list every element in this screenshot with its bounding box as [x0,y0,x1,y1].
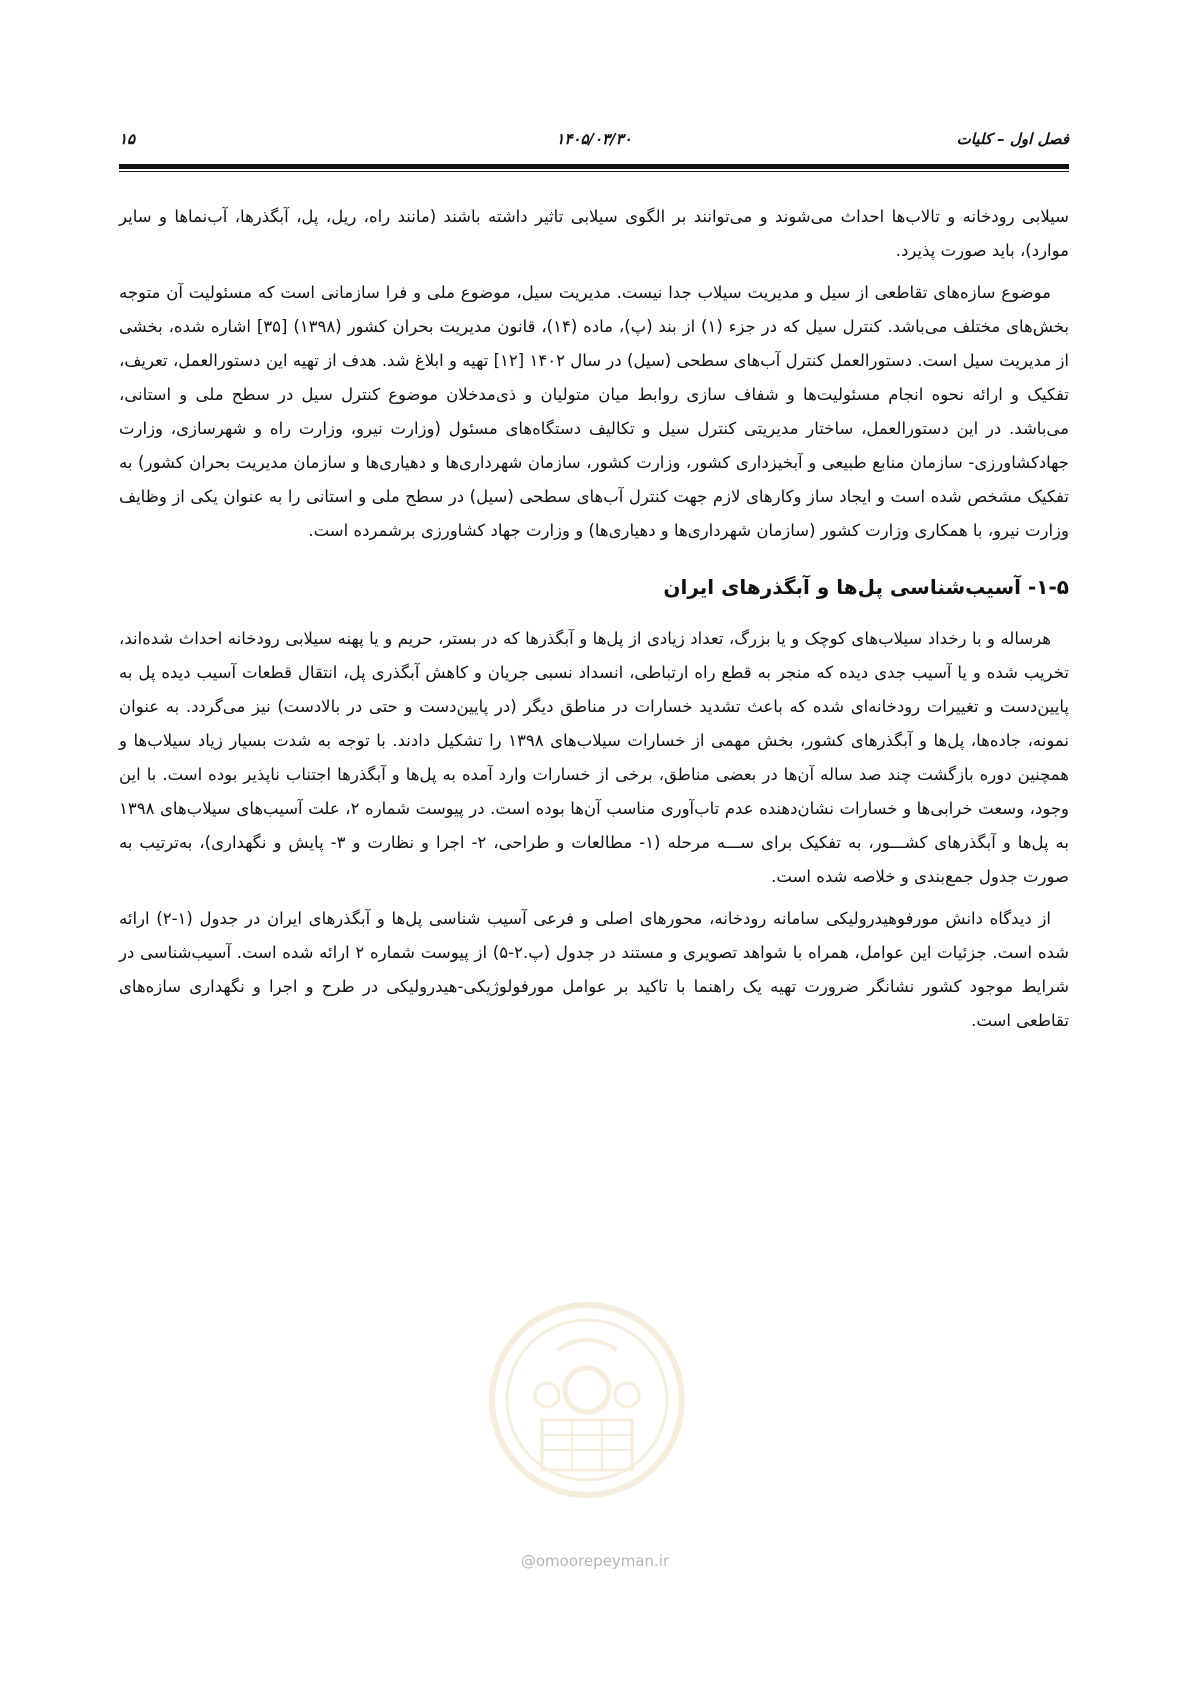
chapter-title: فصل اول – کلیات [956,130,1069,148]
body-text [119,200,1069,1046]
paragraph-3: هرساله و با رخداد سیلاب‌های کوچک و یا بزرگ، تعداد زیادی از پل‌ها و آبگذرها که در بستر، حریم و یا پهنه سیلابی رودخانه احداث شده‌اند، تخریب شده و یا آسیب جدی دیده که منجر به قطع راه ارتباطی، انسداد نسبی جریان و کاهش آبگذری پل، انتقال قطعات آسیب دیده پل به پایین‌دست و تغییرات رودخانه‌ای شده که باعث تشدید خسارات در مناطق دیگر (در پایین‌دست و حتی در بالادست) نیز می‌گردد. به عنوان نمونه، جاده‌ها، پل‌ها و آبگذرهای کشور، بخش مهمی از خسارات سیلاب‌های ۱۳۹۸ را تشکیل دادند. با توجه به شدت بسیار زیاد سیلاب‌ها و همچنین دوره بازگشت چند صد ساله آن‌ها در بعضی مناطق، برخی از خسارات وارد آمده به پل‌ها و آبگذرها اجتناب ناپذیر بوده است. با این وجود، وسعت خرابی‌ها و خسارات نشان‌دهنده عدم تاب‌آوری مناسب آن‌ها بوده است. در پیوست شماره ۲، علت آسیب‌های سیلاب‌های ۱۳۹۸ به پل‌ها و آبگذرهای کشـــور، به تفکیک برای ســـه مرحله (۱- مطالعات و طراحی، ۲- اجرا و نظارت و ۳- پایش و نگهداری)، به‌ترتیب به صورت جدول جمع‌بندی و خلاصه شده است. [119,629,1070,886]
page-number: ۱۵ [119,130,136,148]
watermark-url: @omoorepeyman.ir [520,1552,670,1570]
paragraph-4: از دیدگاه دانش مورفوهیدرولیکی سامانه رودخانه، محورهای اصلی و فرعی آسیب شناسی پل‌ها و آبگذرهای ایران در جدول (۱-۲) ارائه شده است. جزئیات این عوامل، همراه با شواهد تصویری و مستند در جدول (پ.۲-۵) از پیوست شماره ۲ ارائه شده است. آسیب‌شناسی در شرایط موجود کشور نشانگر ضرورت تهیه یک راهنما با تاکید بر عوامل مورفولوژیکی-هیدرولیکی در طرح و اجرا و نگهداری سازه‌های تقاطعی است. [119,909,1069,1030]
header-date: ۱۴۰۵/۰۳/۳۰ [556,130,632,148]
header-rule-thin [119,171,1069,172]
section-heading: ۱-۵- آسیب‌شناسی پل‌ها و آبگذرهای ایران [663,575,1069,599]
watermark-logo [487,1300,687,1500]
paragraph-1: سیلابی رودخانه و تالاب‌ها احداث می‌شوند و می‌توانند بر الگوی سیلابی تاثیر داشته باشند (مانند راه، ریل، پل، آبگذرها، آب‌نماها و سایر موارد)، باید صورت پذیرد. [119,207,1069,260]
paragraph-2: موضوع سازه‌های تقاطعی از سیل و مدیریت سیلاب جدا نیست. مدیریت سیل، موضوع ملی و فرا سازمانی است که مسئولیت آن متوجه بخش‌های مختلف می‌باشد. کنترل سیل که در جزء (۱) از بند (پ)، ماده (۱۴)، قانون مدیریت بحران کشور (۱۳۹۸) [۳۵] اشاره شده، بخشی از مدیریت سیل است. دستورالعمل کنترل آب‌های سطحی (سیل) در سال ۱۴۰۲ [۱۲] تهیه و ابلاغ شد. هدف از تهیه این دستورالعمل، تعریف، تفکیک و ارائه نحوه انجام مسئولیت‌ها و شفاف سازی روابط میان متولیان و ذی‌مدخلان موضوع کنترل سیل در سطح ملی و استانی، می‌باشد. در این دستورالعمل، ساختار مدیریتی کنترل سیل و تکالیف دستگاه‌های مسئول (وزارت نیرو، وزارت راه و شهرسازی، وزارت جهادکشاورزی- سازمان منابع طبیعی و آبخیزداری کشور، وزارت کشور، سازمان شهرداری‌ها و دهیاری‌ها و سازمان مدیریت بحران کشور) به تفکیک مشخص شده است و ایجاد ساز وکارهای لازم جهت کنترل آب‌های سطحی (سیل) در سطح ملی و استانی را به عنوان یکی از وظایف وزارت نیرو، با همکاری وزارت کشور (سازمان شهرداری‌ها و دهیاری‌ها) و وزارت جهاد کشاورزی برشمرده است. [119,283,1070,540]
page-header [119,130,1069,156]
header-rule-thick [119,164,1069,169]
